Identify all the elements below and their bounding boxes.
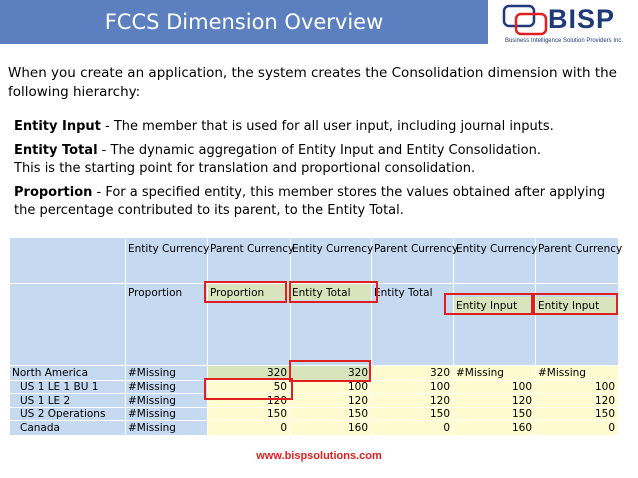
col-subheader: Proportion [210,287,265,299]
definition-text: - The member that is used for all user input, including journal inputs. [100,119,554,134]
term-entity-total: Entity Total [14,143,98,158]
definition-proportion [14,184,628,220]
grid-cell: 0 [443,422,450,434]
col-header: Parent Currency [374,243,459,255]
definition-text: - For a specified entity, this member stores the values obtained after applying the percentage contributed to its parent, to the Entity Total. [14,185,606,218]
highlight-box [289,360,371,382]
row-label: US 2 Operations [20,408,106,420]
grid-cell: 320 [347,367,368,379]
logo-subtitle: Business Intelligence Solution Providers Inc. [504,38,624,44]
highlight-box [204,378,293,400]
col-header: Parent Currency [210,243,295,255]
grid-cell: 100 [511,381,532,393]
grid-cell: 100 [594,381,615,393]
logo-text: BISP [548,4,616,34]
grid-cell: 120 [511,395,532,407]
highlight-box [204,281,287,303]
slide-header [0,0,638,50]
grid-cell: 150 [266,408,287,420]
col-subheader: Entity Input [538,300,600,312]
grid-cell: #Missing [128,381,176,393]
grid-cell: 320 [266,367,287,379]
grid-cell: 100 [347,381,368,393]
grid-cell: 160 [511,422,532,434]
grid-cell: 120 [347,395,368,407]
grid-cell: 150 [511,408,532,420]
grid-cell: 150 [347,408,368,420]
col-header: Parent Currency [538,243,623,255]
grid-cell: 0 [608,422,615,434]
row-label: Canada [20,422,60,434]
grid-cell: 100 [429,381,450,393]
row-label: North America [12,367,89,379]
highlight-box [444,293,533,315]
col-subheader: Proportion [128,287,183,299]
grid-cell: 160 [347,422,368,434]
grid-cell: 0 [280,422,287,434]
grid-cell: 120 [594,395,615,407]
grid-cell: #Missing [128,367,176,379]
grid-cell: 150 [594,408,615,420]
col-subheader: Entity Input [456,300,518,312]
grid-cell: 150 [429,408,450,420]
grid-cell: 120 [429,395,450,407]
row-label: US 1 LE 2 [20,395,71,407]
term-entity-input: Entity Input [14,119,101,134]
grid-cell: #Missing [128,422,176,434]
col-subheader: Entity Total [292,287,351,299]
definition-text: - The dynamic aggregation of Entity Input and Entity Consolidation. [97,143,541,158]
definitions-list [14,118,628,226]
definition-entity-input [14,118,628,136]
definition-entity-total [14,142,628,178]
col-header: Entity Currency [128,243,210,255]
intro-paragraph: When you create an application, the system creates the Consolidation dimension with the following hierarchy: [8,65,617,100]
grid-cell: #Missing [128,408,176,420]
grid-cell: #Missing [128,395,176,407]
slide-title: FCCS Dimension Overview [104,10,384,34]
grid-cell: #Missing [456,367,504,379]
col-subheader: Entity Total [374,287,433,299]
definition-extra-text: This is the starting point for translation and proportional consolidation. [14,161,476,176]
col-header: Entity Currency [456,243,538,255]
highlight-box [533,293,618,315]
grid-cell: #Missing [538,367,586,379]
row-label: US 1 LE 1 BU 1 [20,381,99,393]
highlight-box [289,281,378,303]
term-proportion: Proportion [14,185,93,200]
grid-cell: 320 [429,367,450,379]
col-header: Entity Currency [292,243,374,255]
footer-url: www.bispsolutions.com [256,450,382,462]
grid-cell: 50 [273,381,287,393]
grid-cell: 120 [266,395,287,407]
